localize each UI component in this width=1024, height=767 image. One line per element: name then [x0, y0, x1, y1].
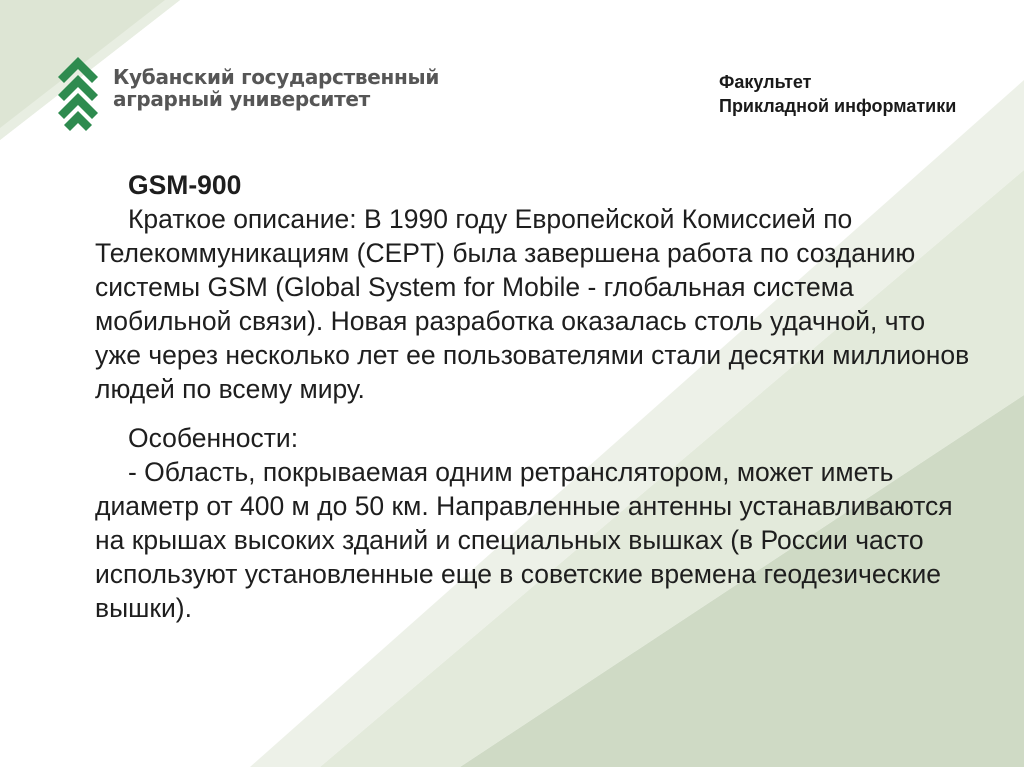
university-name-line2: аграрный университет	[113, 87, 370, 111]
university-name	[113, 66, 439, 110]
faculty-name	[719, 70, 956, 118]
features-heading: Особенности:	[128, 423, 299, 453]
description-paragraph: Краткое описание: В 1990 году Европейской Комиссией по Телекоммуникациям (CEPT) была завершена работа по созданию системы GSM (Global System for Mobile - глобальная система мобильной связи). Новая разработка оказалась столь удачной, что уже через несколько лет ее пользователями стали десятки миллионов людей по всему миру.	[95, 204, 970, 404]
slide-content	[95, 168, 975, 625]
paragraph-gap	[95, 406, 975, 421]
features-paragraph: - Область, покрываемая одним ретранслятором, может иметь диаметр от 400 м до 50 км. Направленные антенны устанавливаются на крышах высоких зданий и специальных вышках (в России часто используют установленные еще в советские времена геодезические вышки).	[95, 457, 953, 623]
faculty-name-line1: Факультет	[719, 72, 812, 92]
leaf-logo-icon	[56, 55, 100, 131]
faculty-name-line2: Прикладной информатики	[719, 96, 957, 116]
slide-title: GSM-900	[128, 170, 242, 200]
university-name-line1: Кубанский государственный	[113, 65, 440, 89]
